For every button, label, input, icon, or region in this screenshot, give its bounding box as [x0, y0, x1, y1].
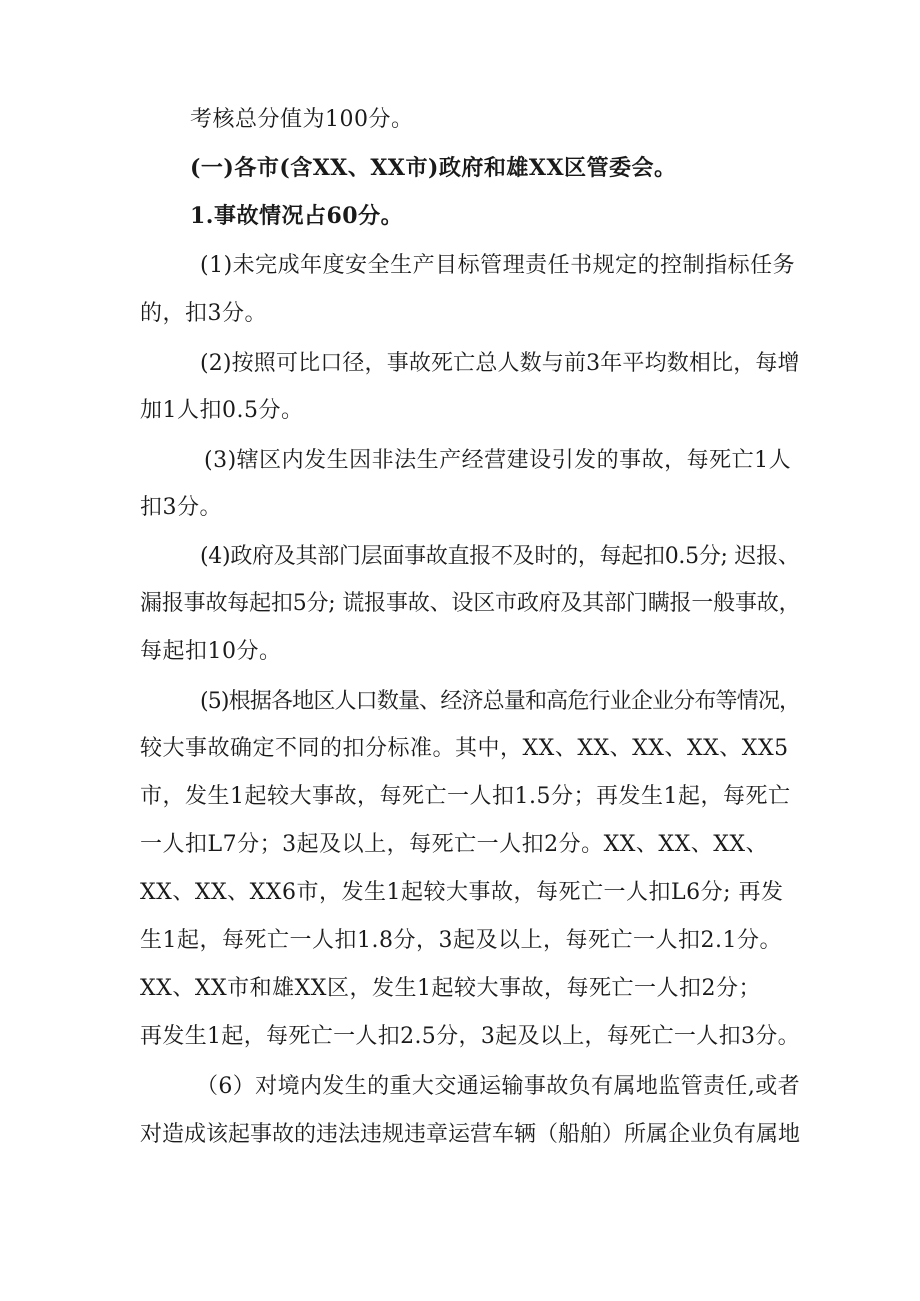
item-4-line-1: (4)政府及其部门层面事故直报不及时的，每起扣0.5分; 迟报、	[200, 544, 800, 569]
item-3-line-2: 扣3分。	[140, 495, 222, 520]
item-5-line-2: 较大事故确定不同的扣分标准。其中，XX、XX、XX、XX、XX5	[140, 736, 789, 761]
paragraph-total-score: 考核总分值为100分。	[190, 107, 414, 132]
item-5-line-4: 一人扣L7分；3起及以上，每死亡一人扣2分。XX、XX、XX、	[140, 832, 769, 857]
item-5-line-7: XX、XX市和雄XX区，发生1起较大事故，每死亡一人扣2分；	[140, 976, 761, 1001]
subsection-heading-1: 1.事故情况占60分。	[190, 203, 404, 229]
item-2-line-1: (2)按照可比口径，事故死亡总人数与前3年平均数相比，每增	[200, 351, 800, 376]
item-5-line-5: XX、XX、XX6市，发生1起较大事故，每死亡一人扣L6分; 再发	[140, 880, 784, 905]
item-2-line-2: 加1人扣0.5分。	[140, 398, 304, 423]
item-5-line-3: 市，发生1起较大事故，每死亡一人扣1.5分；再发生1起，每死亡	[140, 784, 791, 809]
item-3-line-1: (3)辖区内发生因非法生产经营建设引发的事故，每死亡1人	[204, 448, 792, 473]
item-6-line-1: （6）对境内发生的重大交通运输事故负有属地监管责任,或者	[196, 1074, 800, 1099]
item-4-line-2: 漏报事故每起扣5分; 谎报事故、设区市政府及其部门瞒报一般事故，	[140, 591, 801, 616]
item-6-line-2: 对造成该起事故的违法违规违章运营车辆（船舶）所属企业负有属地	[140, 1122, 801, 1147]
item-1-line-1: (1)未完成年度安全生产目标管理责任书规定的控制指标任务	[200, 253, 796, 278]
section-heading-1: (一)各市(含XX、XX市)政府和雄XX区管委会。	[190, 155, 677, 181]
item-4-line-3: 每起扣10分。	[140, 639, 282, 664]
item-1-line-2: 的，扣3分。	[140, 301, 267, 326]
item-5-line-1: (5)根据各地区人口数量、经济总量和高危行业企业分布等情况，	[200, 689, 801, 714]
item-5-line-8: 再发生1起，每死亡一人扣2.5分，3起及以上，每死亡一人扣3分。	[140, 1024, 800, 1049]
item-5-line-6: 生1起，每死亡一人扣1.8分，3起及以上，每死亡一人扣2.1分。	[140, 928, 782, 953]
